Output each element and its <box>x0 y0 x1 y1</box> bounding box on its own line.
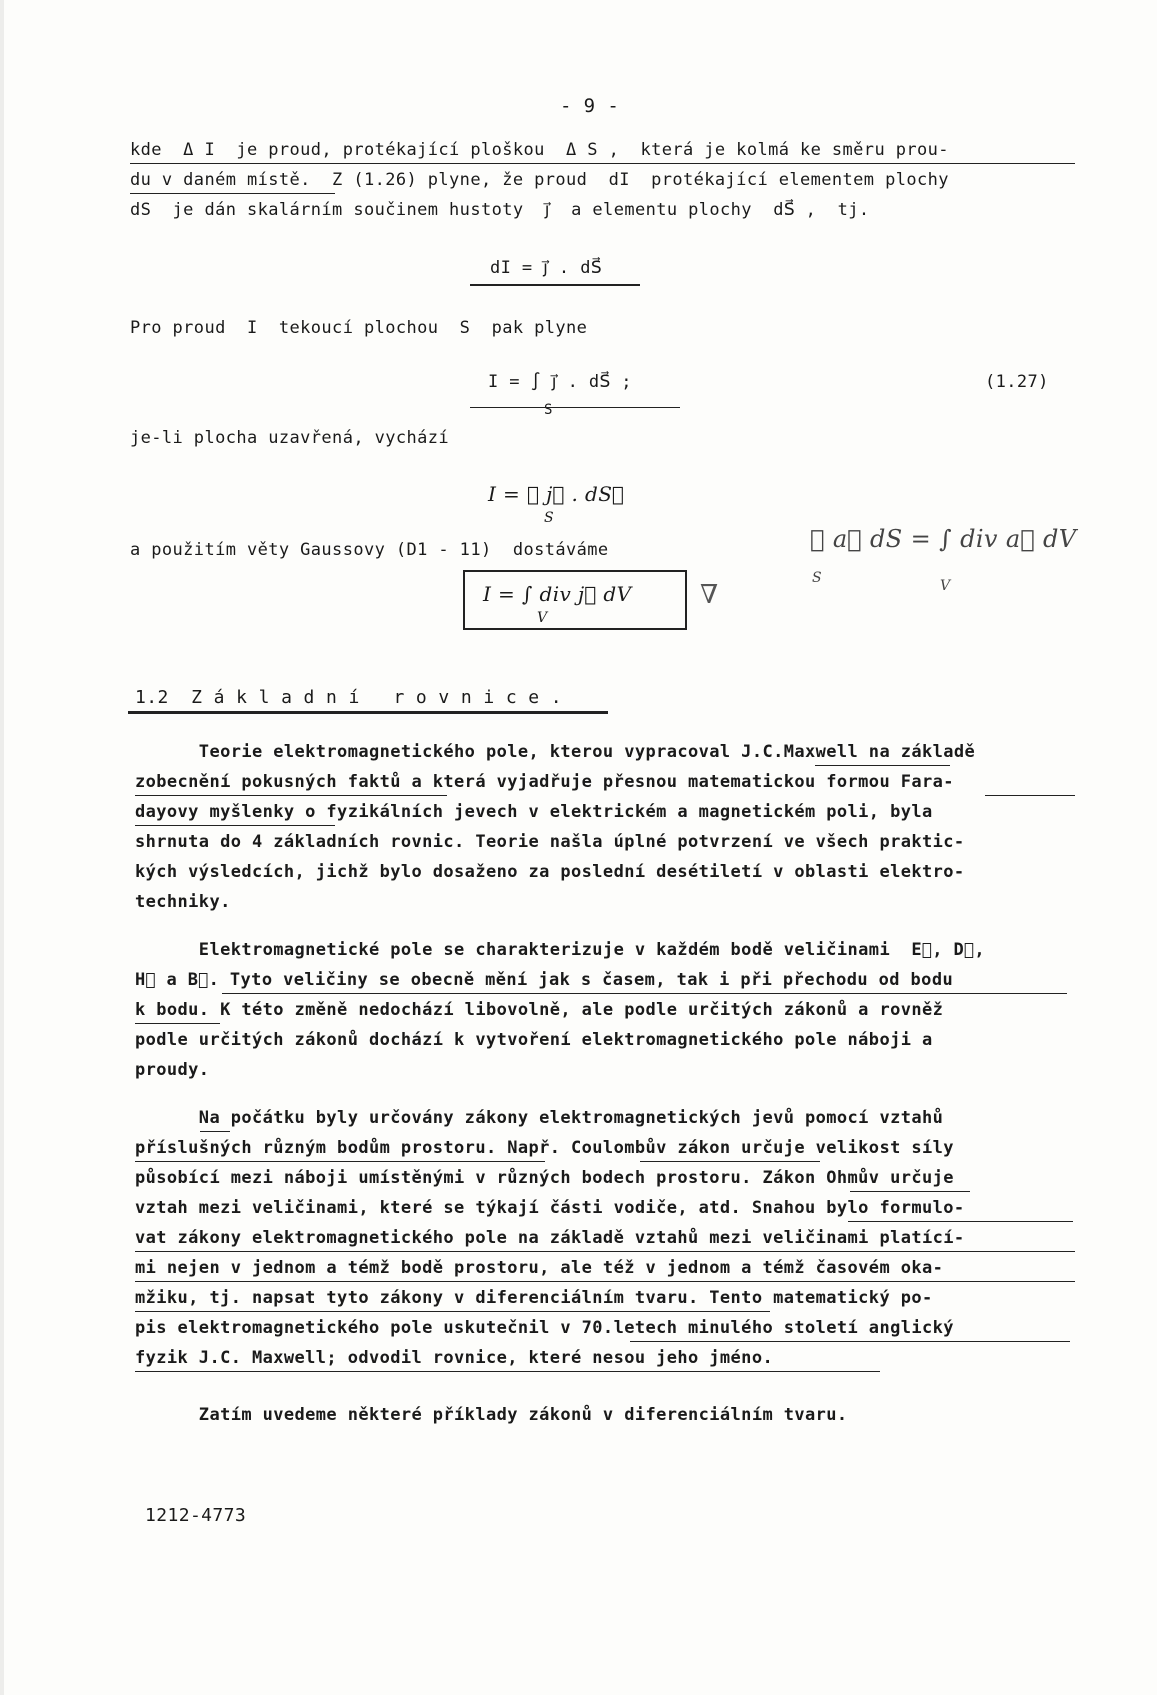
equation-closed-integral: I = ∮ j⃗ . dS⃗ <box>488 482 625 506</box>
underline-veliciny <box>222 993 1067 994</box>
paragraph-2-line-4: podle určitých zákonů dochází k vytvoření elektromagnetického pole náboji a <box>135 1030 933 1050</box>
margin-note-sub-s: S <box>812 570 822 586</box>
paragraph-3-line-4: vztah mezi veličinami, které se týkají části vodiče, atd. Snahou bylo formulo- <box>135 1198 965 1218</box>
footer-code: 1212-4773 <box>145 1505 247 1526</box>
paragraph-3-line-7: mžiku, tj. napsat tyto zákony v diferenciálním tvaru. Tento matematický po- <box>135 1288 933 1308</box>
equation-integral: I = ∫ j⃗ . dS⃗ ; <box>488 372 632 392</box>
paragraph-2-line-5: proudy. <box>135 1060 210 1080</box>
margin-note-sub-v: V <box>940 578 951 594</box>
text-gauss: a použitím věty Gaussovy (D1 - 11) dostáváme <box>130 540 609 560</box>
underline-k-bodu <box>135 1023 220 1024</box>
underline-prostoru <box>135 1161 545 1162</box>
paragraph-3-line-6: mi nejen v jednom a témž bodě prostoru, ale též v jednom a témž časovém oka- <box>135 1258 944 1278</box>
underline-dayovy <box>135 825 335 826</box>
underline-na <box>200 1131 230 1132</box>
underline-maxwell <box>815 765 950 766</box>
paragraph-3-line-8: pis elektromagnetického pole uskutečnil v 70.letech minulého století anglický <box>135 1318 954 1338</box>
paragraph-1-line-4: shrnuta do 4 základních rovnic. Teorie našla úplné potvrzení ve všech praktic- <box>135 832 965 852</box>
equation-di: dI = j⃗ . dS⃗ <box>490 258 603 278</box>
section-heading-underline <box>128 711 608 714</box>
section-heading: 1.2 Z á k l a d n í r o v n i c e . <box>135 687 563 708</box>
underline-mi-nejen <box>135 1281 1075 1282</box>
paragraph-2-line-1: Elektromagnetické pole se charakterizuje v každém bodě veličinami E⃗, D⃗, <box>135 940 985 960</box>
equation-closed-sub: S <box>544 510 554 526</box>
paragraph-3-line-2: příslušných různým bodům prostoru. Např. Coulombův zákon určuje velikost síly <box>135 1138 954 1158</box>
underline-70-letech <box>630 1341 1070 1342</box>
boxed-equation: I = ∫ div j⃗ dV <box>483 582 632 606</box>
underline-snahou <box>848 1221 1073 1222</box>
paragraph-2-line-3: k bodu. K této změně nedochází libovolně, ale podle určitých zákonů a rovněž <box>135 1000 944 1020</box>
underline-intro-2 <box>130 193 335 194</box>
paragraph-3-line-1: Na počátku byly určovány zákony elektromagnetických jevů pomocí vztahů <box>135 1108 944 1128</box>
paragraph-3-line-9: fyzik J.C. Maxwell; odvodil rovnice, které nesou jeho jméno. <box>135 1348 774 1368</box>
page-number: - 9 - <box>560 95 620 117</box>
text-uzavrena: je-li plocha uzavřená, vychází <box>130 428 450 448</box>
text-pro-proud: Pro proud I tekoucí plochou S pak plyne <box>130 318 588 338</box>
paragraph-1-line-2: zobecnění pokusných faktů a která vyjadřuje přesnou matematickou formou Fara- <box>135 772 954 792</box>
underline-fara <box>985 795 1075 796</box>
underline-ohm <box>850 1191 970 1192</box>
scan-edge <box>0 0 4 1695</box>
equation-number: (1.27) <box>985 372 1049 392</box>
equation-integral-sub: S <box>544 402 553 418</box>
equation-di-underline <box>470 284 640 286</box>
paragraph-1-line-1: Teorie elektromagnetického pole, kterou vypracoval J.C.Maxwell na základě <box>135 742 976 762</box>
intro-line-1: kde Δ I je proud, protékající ploškou Δ S , která je kolmá ke směru prou- <box>130 140 949 160</box>
paragraph-3-line-3: působící mezi náboji umístěnými v různých bodech prostoru. Zákon Ohmův určuje <box>135 1168 954 1188</box>
margin-note-nabla: ∇ <box>700 580 719 610</box>
paragraph-4: Zatím uvedeme některé příklady zákonů v diferenciálním tvaru. <box>135 1405 848 1425</box>
paragraph-1-line-5: kých výsledcích, jichž bylo dosaženo za poslední desétiletí v oblasti elektro- <box>135 862 965 882</box>
paragraph-1-line-3: dayovy myšlenky o fyzikálních jevech v elektrickém a magnetickém poli, byla <box>135 802 933 822</box>
underline-coulomb <box>640 1161 820 1162</box>
intro-line-2: du v daném místě. Z (1.26) plyne, že proud dI protékající elementem plochy <box>130 170 949 190</box>
paragraph-3-line-5: vat zákony elektromagnetického pole na základě vztahů mezi veličinami platící- <box>135 1228 965 1248</box>
underline-mziku <box>135 1311 770 1312</box>
paragraph-2-line-2: H⃗ a B⃗. Tyto veličiny se obecně mění jak s časem, tak i při přechodu od bodu <box>135 970 954 990</box>
underline-intro-1 <box>130 163 1075 164</box>
margin-note-gauss: ∮ a⃗ dS = ∫ div a⃗ dV <box>810 525 1077 553</box>
underline-vat-zakony <box>135 1251 1075 1252</box>
underline-fakta <box>135 795 447 796</box>
paragraph-1-line-6: techniky. <box>135 892 231 912</box>
intro-line-3: dS je dán skalárním součinem hustoty j⃗ a elementu plochy dS⃗ , tj. <box>130 200 870 220</box>
boxed-equation-sub: V <box>537 610 548 626</box>
underline-fyzik <box>135 1371 880 1372</box>
equation-integral-underline <box>470 407 680 408</box>
